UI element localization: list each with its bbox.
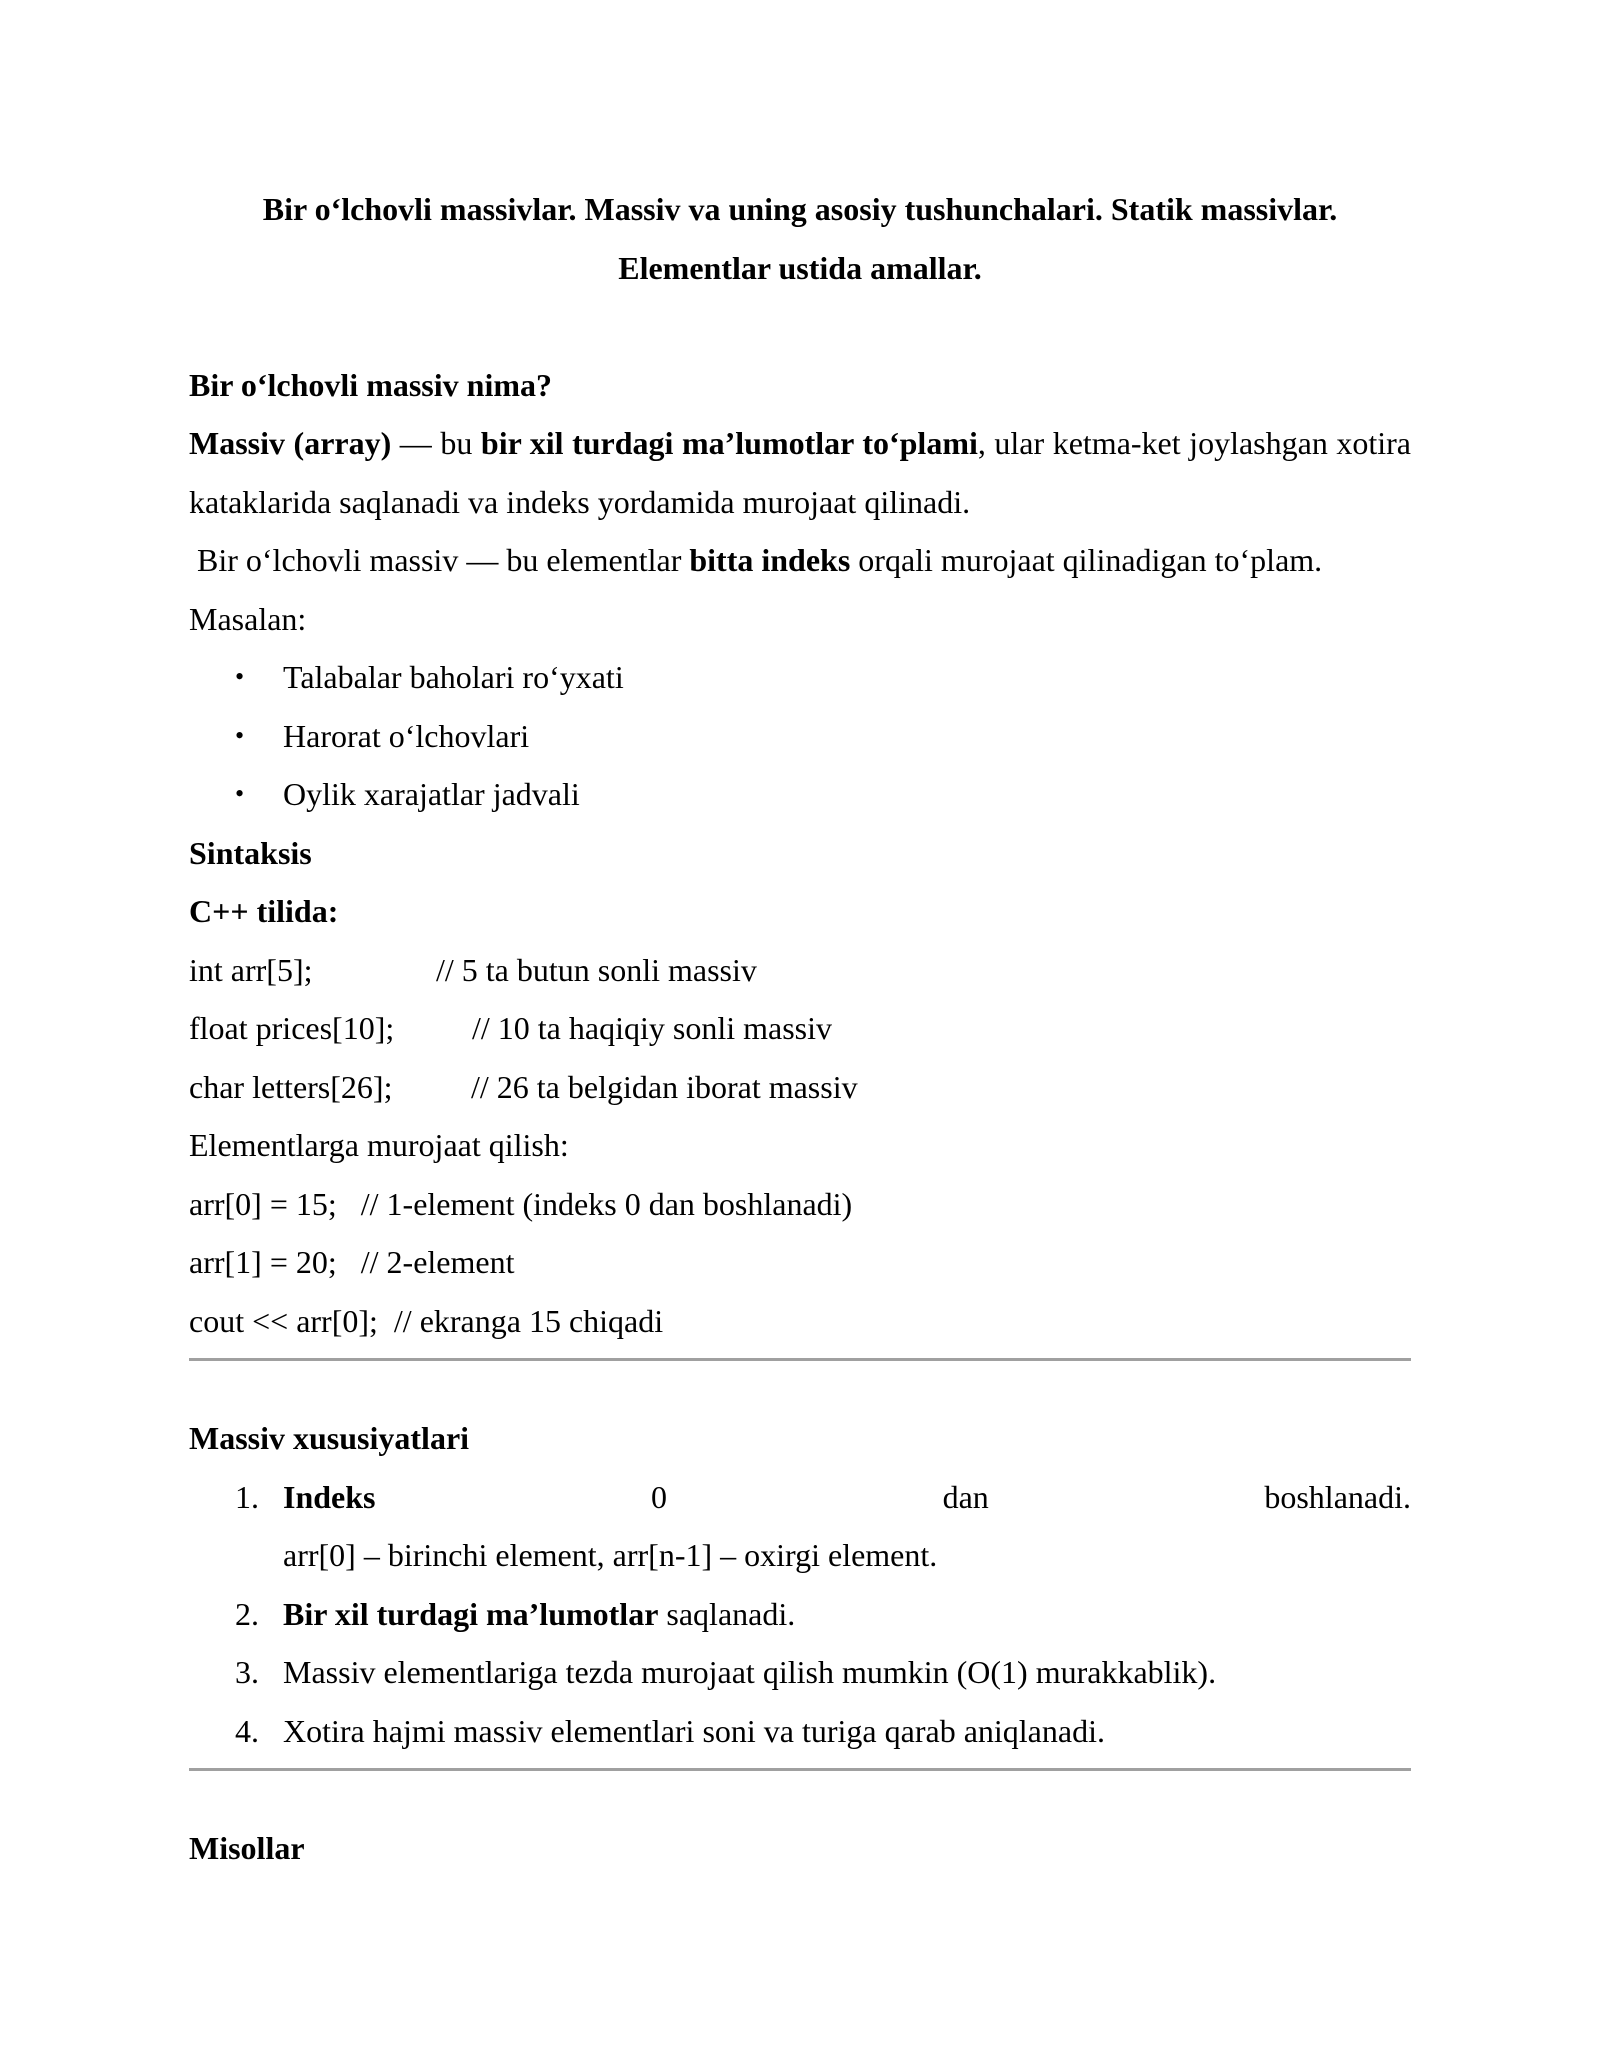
text-segment: Bir o‘lchovli massiv — bu elementlar <box>189 542 690 578</box>
list-item <box>189 765 1411 824</box>
code-comment: // 5 ta butun sonli massiv <box>436 951 757 988</box>
term-array: Massiv (array) <box>189 425 392 461</box>
bullet-icon: • <box>235 662 245 691</box>
title-line-1: Bir o‘lchovli massivlar. Massiv va uning asosiy tushunchalari. Statik massivlar. <box>262 191 1338 227</box>
code-comment: // 10 ta haqiqiy sonli massiv <box>472 1010 832 1046</box>
spacer <box>189 1771 1411 1819</box>
code-text: int arr[5]; <box>189 951 313 988</box>
properties-list <box>189 1468 1411 1761</box>
code-line-declaration <box>189 1058 1411 1117</box>
list-number: 2. <box>235 1595 259 1632</box>
section-heading-properties: Massiv xususiyatlari <box>189 1420 470 1456</box>
text-segment: , ular ketma-ket joylashgan xotira kataklarida saqlanadi va indeks yordamida murojaat qilinadi. <box>189 425 1412 520</box>
example-label: Masalan: <box>189 600 307 637</box>
bullet-icon: • <box>235 720 245 750</box>
text-segment: saqlanadi. <box>658 1595 796 1632</box>
list-item-text: Harorat o‘lchovlari <box>283 717 530 754</box>
code-line-access: arr[1] = 20; // 2-element <box>189 1244 515 1280</box>
list-number: 1. <box>235 1478 259 1515</box>
list-item <box>189 707 1411 766</box>
list-item-text: Oylik xarajatlar jadvali <box>283 776 580 812</box>
code-line-access: arr[0] = 15; // 1-element (indeks 0 dan boshlanadi) <box>189 1185 853 1222</box>
text-segment: — bu <box>391 425 481 461</box>
code-line-access: cout << arr[0]; // ekranga 15 chiqadi <box>189 1302 664 1339</box>
paragraph-array-definition <box>189 414 1411 531</box>
section-heading-syntax: Sintaksis <box>189 834 312 871</box>
paragraph-one-dim-definition <box>189 531 1411 590</box>
code-line-declaration <box>189 999 1411 1058</box>
justified-line <box>283 1468 1411 1527</box>
list-number: 3. <box>235 1654 259 1690</box>
term-index: Indeks <box>283 1478 376 1515</box>
list-item-text: Xotira hajmi massiv elementlari soni va turiga qarab aniqlanadi. <box>283 1712 1105 1749</box>
spacer <box>189 1361 1411 1409</box>
code-line-declaration <box>189 941 1411 1000</box>
bullet-icon: • <box>235 779 245 808</box>
code-comment: // 26 ta belgidan iborat massiv <box>471 1068 858 1105</box>
list-item <box>189 648 1411 707</box>
list-item <box>189 1585 1411 1644</box>
text-word: boshlanadi. <box>1264 1478 1411 1515</box>
list-item <box>189 1643 1411 1702</box>
document-content <box>189 180 1411 1878</box>
term-same-type: Bir xil turdagi ma’lumotlar <box>283 1595 659 1632</box>
list-item <box>189 1702 1411 1761</box>
section-heading-what-is-array: Bir o‘lchovli massiv nima? <box>189 366 552 403</box>
list-number: 4. <box>235 1712 259 1749</box>
section-heading-examples: Misollar <box>189 1830 305 1866</box>
example-bullet-list <box>189 648 1411 824</box>
text-word: 0 <box>651 1478 668 1515</box>
list-item-text: Massiv elementlariga tezda murojaat qilish mumkin (O(1) murakkablik). <box>283 1654 1217 1690</box>
list-item-text: Talabalar baholari ro‘yxati <box>283 659 624 695</box>
title-line-2: Elementlar ustida amallar. <box>618 249 982 286</box>
term-single-index: bitta indeks <box>689 542 851 578</box>
subheading-cpp: C++ tilida: <box>189 893 339 929</box>
term-collection: bir xil turdagi ma’lumotlar to‘plami <box>480 425 978 461</box>
code-text: char letters[26]; <box>189 1068 393 1105</box>
access-label: Elementlarga murojaat qilish: <box>189 1127 569 1163</box>
list-item <box>189 1468 1411 1585</box>
spacer <box>189 297 1411 356</box>
text-segment: orqali murojaat qilinadigan to‘plam. <box>850 542 1323 578</box>
list-item-continuation: arr[0] – birinchi element, arr[n-1] – oxirgi element. <box>283 1537 938 1573</box>
code-text: float prices[10]; <box>189 1010 395 1046</box>
text-word: dan <box>942 1478 989 1515</box>
